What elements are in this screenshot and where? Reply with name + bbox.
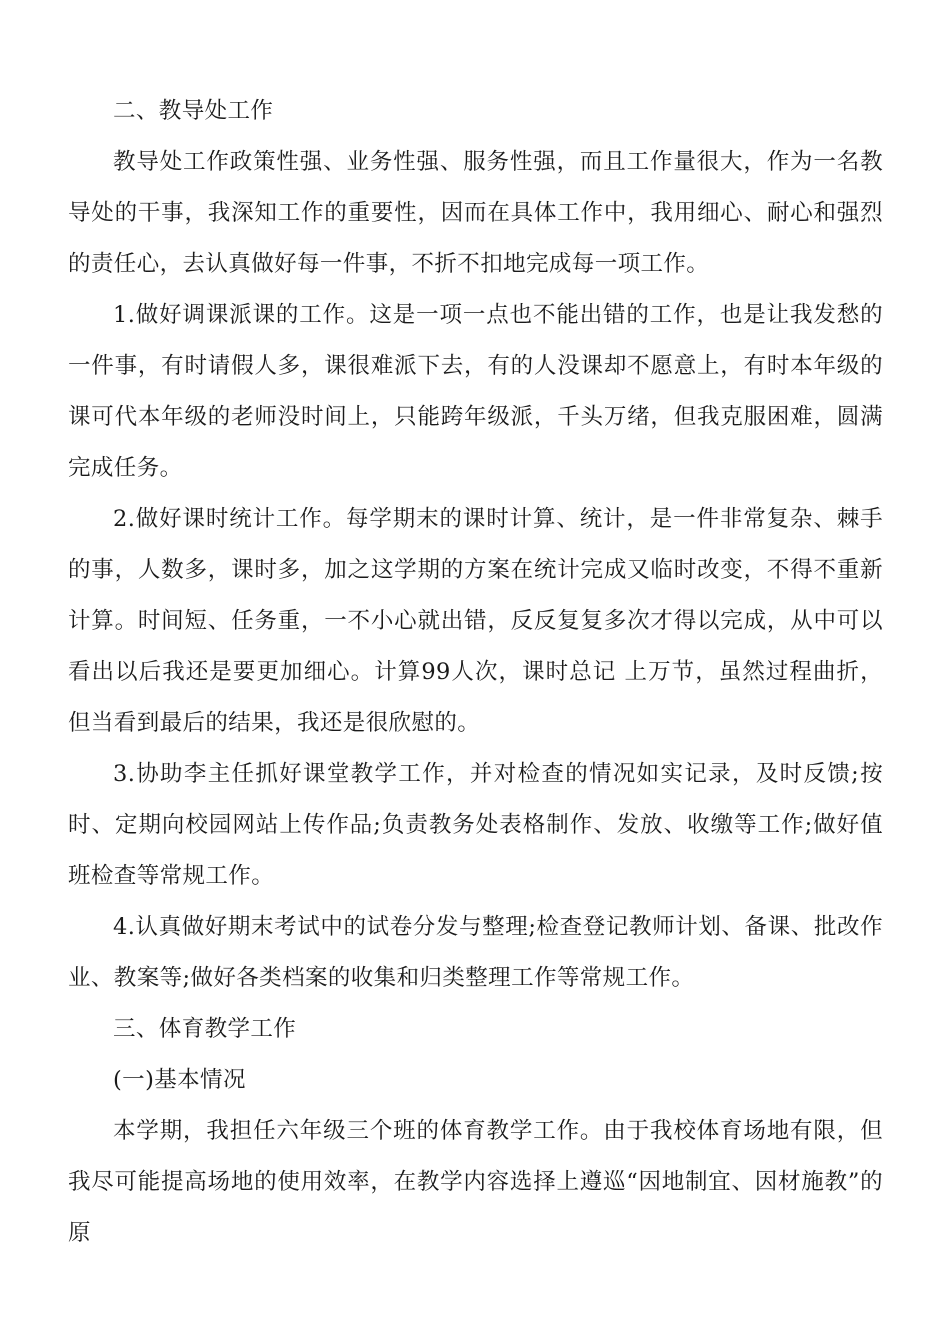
paragraph-teaching-office-intro: 教导处工作政策性强、业务性强、服务性强，而且工作量很大，作为一名教导处的干事，我深知工作的重要性，因而在具体工作中，我用细心、耐心和强烈的责任心，去认真做好每一件事，不折不扣地完成每一项工作。 bbox=[68, 149, 883, 277]
paragraph-item-3-classroom-teaching: 3.协助李主任抓好课堂教学工作，并对检查的情况如实记录，及时反馈;按时、定期向校园网站上传作品;负责教务处表格制作、发放、收缴等工作;做好值班检查等常规工作。 bbox=[68, 761, 883, 889]
paragraph-item-4-exam-work: 4.认真做好期末考试中的试卷分发与整理;检查登记教师计划、备课、批改作业、教案等;做好各类档案的收集和归类整理工作等常规工作。 bbox=[68, 914, 883, 991]
subsection-heading-basic-situation: (一)基本情况 bbox=[113, 1067, 246, 1093]
paragraph-pe-basic-situation: 本学期，我担任六年级三个班的体育教学工作。由于我校体育场地有限，但我尽可能提高场地的使用效率，在教学内容选择上遵巡“因地制宜、因材施教”的原 bbox=[68, 1118, 883, 1246]
paragraph-item-1-class-scheduling: 1.做好调课派课的工作。这是一项一点也不能出错的工作，也是让我发愁的一件事，有时请假人多，课很难派下去，有的人没课却不愿意上，有时本年级的课可代本年级的老师没时间上，只能跨年级派，千头万绪，但我克服困难，圆满完成任务。 bbox=[68, 302, 883, 481]
document-body bbox=[68, 86, 883, 1259]
paragraph-item-2-class-hour-statistics: 2.做好课时统计工作。每学期末的课时计算、统计，是一件非常复杂、棘手的事，人数多，课时多，加之这学期的方案在统计完成又临时改变，不得不重新计算。时间短、任务重，一不小心就出错，反反复复多次才得以完成，从中可以看出以后我还是要更加细心。计算99人次，课时总记 上万节，虽然过程曲折，但当看到最后的结果，我还是很欣慰的。 bbox=[68, 506, 883, 736]
section-heading-pe-teaching: 三、体育教学工作 bbox=[113, 1016, 297, 1042]
section-heading-teaching-office: 二、教导处工作 bbox=[113, 98, 274, 124]
